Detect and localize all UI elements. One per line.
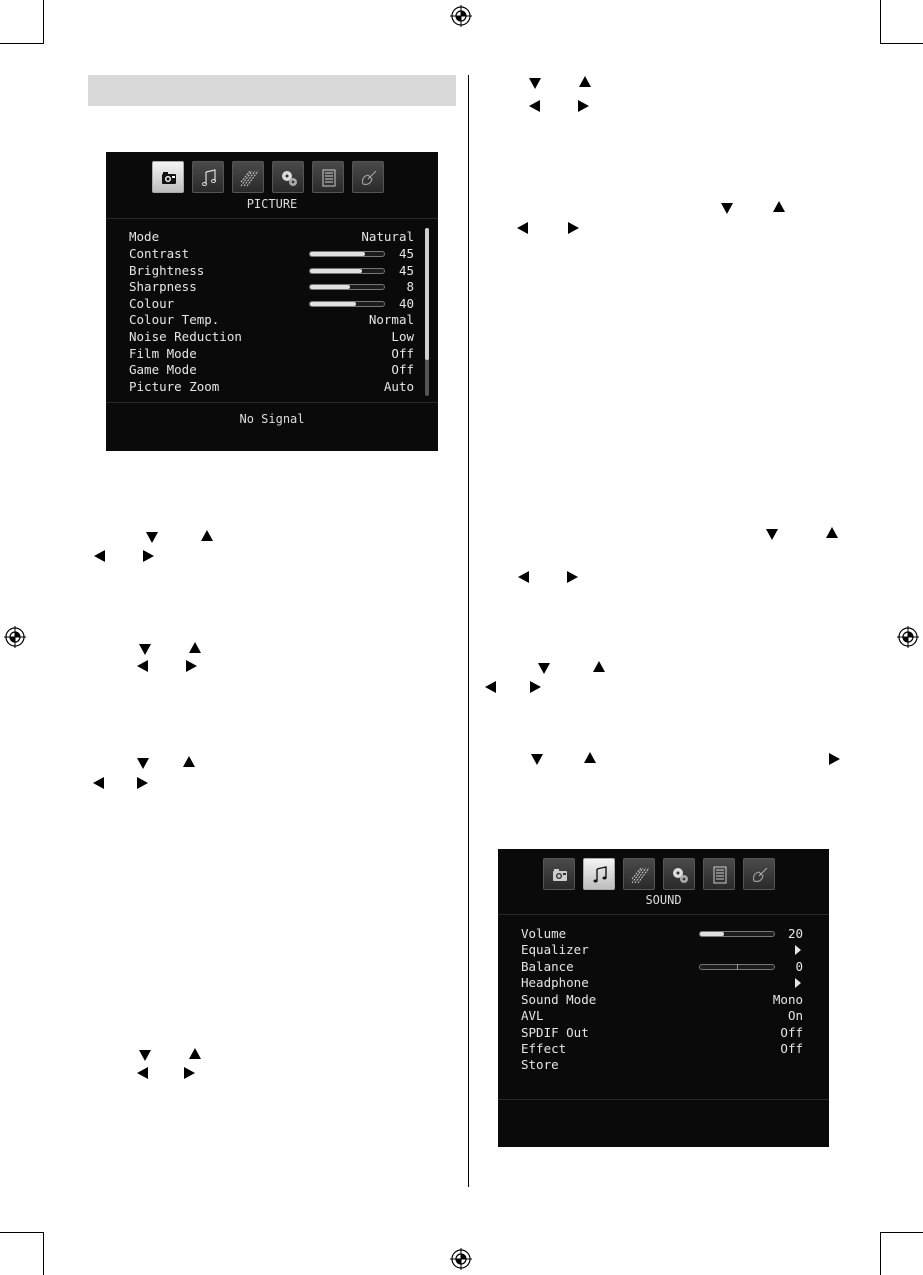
level-slider[interactable]	[309, 284, 385, 290]
sound-menu-screenshot	[498, 849, 829, 1147]
down-arrow-icon	[721, 203, 733, 214]
crop-mark	[0, 43, 44, 44]
menu-item-label: Mode	[129, 229, 160, 244]
right-arrow-icon	[829, 753, 840, 765]
up-arrow-icon	[593, 661, 605, 672]
right-arrow-icon	[568, 222, 579, 234]
down-arrow-icon	[139, 1050, 151, 1061]
menu-item-game-mode[interactable]	[129, 362, 414, 378]
menu-item-label: AVL	[521, 1008, 544, 1023]
scrollbar-thumb[interactable]	[425, 228, 429, 360]
menu-item-store[interactable]	[521, 1057, 803, 1073]
menu-item-label: Picture Zoom	[129, 379, 220, 394]
left-arrow-icon	[517, 222, 528, 234]
menu-item-colour[interactable]	[129, 296, 414, 312]
menu-separator	[498, 1099, 829, 1100]
menu-item-colour-temp[interactable]	[129, 312, 414, 328]
menu-item-value: 45	[398, 246, 414, 261]
menu-item-label: Equalizer	[521, 942, 589, 957]
install-satellite-icon	[743, 858, 775, 890]
right-arrow-icon	[137, 777, 148, 789]
down-arrow-icon	[139, 644, 151, 655]
menu-title: PICTURE	[246, 197, 298, 211]
menu-item-sharpness[interactable]	[129, 279, 414, 295]
menu-item-label: Effect	[521, 1041, 567, 1056]
crop-mark	[880, 1232, 881, 1275]
registration-mark-icon	[897, 626, 919, 648]
menu-item-value: On	[787, 1008, 803, 1023]
right-arrow-icon	[578, 100, 589, 112]
signal-status: No Signal	[239, 412, 305, 426]
picture-icon	[543, 858, 575, 890]
up-arrow-icon	[579, 76, 591, 87]
menu-item-brightness[interactable]	[129, 263, 414, 279]
menu-item-label: Store	[521, 1057, 559, 1072]
down-arrow-icon	[137, 758, 149, 769]
menu-item-value: Low	[391, 329, 414, 344]
up-arrow-icon	[826, 527, 838, 538]
crop-mark	[0, 1232, 44, 1233]
picture-menu-screenshot	[106, 152, 438, 451]
submenu-arrow-icon	[795, 978, 801, 988]
balance-slider[interactable]	[699, 964, 775, 970]
menu-item-mode[interactable]	[129, 229, 414, 245]
menu-item-spdif-out[interactable]	[521, 1025, 803, 1041]
crop-mark	[43, 0, 44, 44]
menu-item-label: Sharpness	[129, 279, 197, 294]
music-note-icon	[192, 161, 224, 193]
menu-separator	[106, 218, 438, 219]
menu-item-value: 20	[787, 926, 803, 941]
menu-item-picture-zoom[interactable]	[129, 379, 414, 395]
menu-item-label: Sound Mode	[521, 992, 597, 1007]
left-arrow-icon	[518, 571, 529, 583]
menu-item-label: Volume	[521, 926, 567, 941]
up-arrow-icon	[201, 530, 213, 541]
menu-item-headphone[interactable]	[521, 975, 803, 991]
crop-mark	[880, 0, 881, 44]
menu-item-value: Off	[780, 1025, 803, 1040]
menu-item-label: Brightness	[129, 263, 205, 278]
menu-item-label: Game Mode	[129, 362, 197, 377]
source-list-icon	[703, 858, 735, 890]
source-list-icon	[312, 161, 344, 193]
crop-mark	[43, 1232, 44, 1275]
down-arrow-icon	[529, 78, 541, 89]
menu-item-avl[interactable]	[521, 1008, 803, 1024]
right-arrow-icon	[186, 660, 197, 672]
menu-item-value: 0	[795, 959, 803, 974]
up-arrow-icon	[773, 201, 785, 212]
down-arrow-icon	[766, 529, 778, 540]
menu-item-noise-reduction[interactable]	[129, 329, 414, 345]
menu-item-equalizer[interactable]	[521, 942, 803, 958]
crop-mark	[880, 43, 923, 44]
menu-item-value: Natural	[361, 229, 414, 244]
picture-icon	[152, 161, 184, 193]
menu-item-effect[interactable]	[521, 1041, 803, 1057]
menu-item-label: Film Mode	[129, 346, 197, 361]
menu-item-value: Off	[391, 346, 414, 361]
menu-item-label: Noise Reduction	[129, 329, 242, 344]
menu-item-sound-mode[interactable]	[521, 992, 803, 1008]
feature-icon	[623, 858, 655, 890]
menu-separator	[106, 402, 438, 403]
menu-item-film-mode[interactable]	[129, 346, 414, 362]
down-arrow-icon	[538, 663, 550, 674]
menu-item-balance[interactable]	[521, 959, 803, 975]
menu-item-label: Contrast	[129, 246, 190, 261]
menu-item-value: 45	[398, 263, 414, 278]
left-arrow-icon	[137, 660, 148, 672]
menu-item-value: Off	[391, 362, 414, 377]
left-arrow-icon	[529, 100, 540, 112]
left-arrow-icon	[93, 777, 104, 789]
level-slider[interactable]	[309, 268, 385, 274]
menu-item-value: Auto	[383, 379, 414, 394]
menu-item-value: 40	[398, 296, 414, 311]
level-slider[interactable]	[309, 251, 385, 257]
setup-disc-icon	[663, 858, 695, 890]
down-arrow-icon	[531, 754, 543, 765]
up-arrow-icon	[183, 756, 195, 767]
feature-icon	[232, 161, 264, 193]
left-arrow-icon	[94, 550, 105, 562]
left-arrow-icon	[485, 681, 496, 693]
left-arrow-icon	[137, 1067, 148, 1079]
registration-mark-icon	[450, 1248, 472, 1270]
section-header-bar	[88, 75, 456, 106]
right-arrow-icon	[143, 550, 154, 562]
registration-mark-icon	[450, 5, 472, 27]
menu-item-label: SPDIF Out	[521, 1025, 589, 1040]
column-divider	[468, 75, 469, 1187]
menu-item-value: Normal	[368, 312, 414, 327]
level-slider[interactable]	[309, 301, 385, 307]
menu-item-label: Colour Temp.	[129, 312, 220, 327]
menu-item-label: Headphone	[521, 975, 589, 990]
crop-mark	[880, 1232, 923, 1233]
menu-separator	[498, 914, 829, 915]
menu-item-label: Colour	[129, 296, 175, 311]
menu-item-value: Mono	[772, 992, 803, 1007]
setup-disc-icon	[272, 161, 304, 193]
menu-title: SOUND	[645, 893, 682, 907]
menu-scrollbar[interactable]	[425, 228, 429, 396]
right-arrow-icon	[530, 681, 541, 693]
registration-mark-icon	[4, 626, 26, 648]
menu-item-contrast[interactable]	[129, 246, 414, 262]
menu-item-volume[interactable]	[521, 926, 803, 942]
install-satellite-icon	[352, 161, 384, 193]
up-arrow-icon	[189, 1048, 201, 1059]
menu-item-label: Balance	[521, 959, 574, 974]
up-arrow-icon	[189, 642, 201, 653]
menu-item-value: Off	[780, 1041, 803, 1056]
up-arrow-icon	[584, 752, 596, 763]
level-slider[interactable]	[699, 931, 775, 937]
submenu-arrow-icon	[795, 945, 801, 955]
right-arrow-icon	[184, 1067, 195, 1079]
balance-center-marker	[737, 964, 738, 970]
menu-item-value: 8	[406, 279, 414, 294]
right-arrow-icon	[567, 571, 578, 583]
music-note-icon	[583, 858, 615, 890]
down-arrow-icon	[146, 532, 158, 543]
